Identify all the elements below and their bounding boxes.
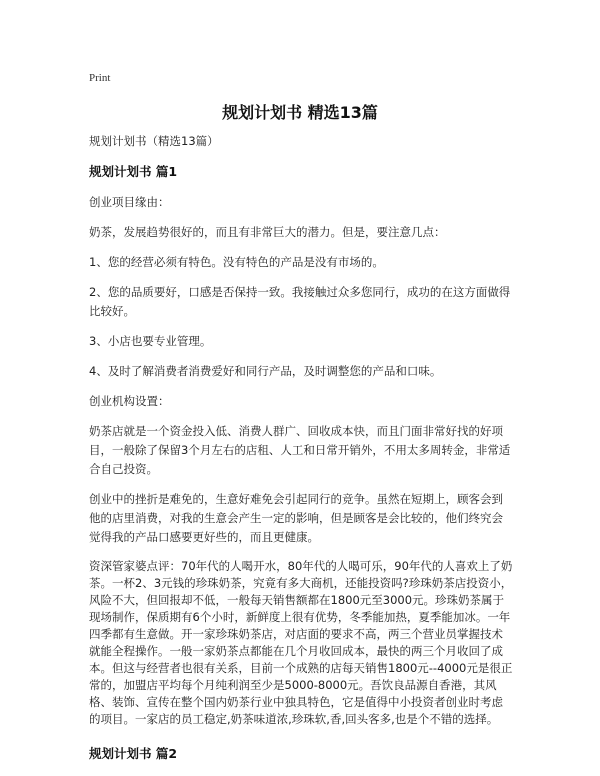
- document-subtitle: 规划计划书（精选13篇）: [89, 134, 219, 148]
- paragraph: 创业项目缘由：: [89, 195, 170, 209]
- paragraph: 1、您的经营必须有特色。没有特色的产品是没有市场的。: [89, 255, 384, 269]
- section-heading-1: 规划计划书 篇1: [89, 164, 178, 179]
- paragraph: 创业机构设置：: [89, 394, 170, 408]
- print-link[interactable]: Print: [89, 72, 111, 84]
- document-body: [89, 132, 513, 775]
- paragraph: 3、小店也要专业管理。: [89, 334, 212, 348]
- page-title: 规划计划书 精选13篇: [222, 103, 378, 122]
- paragraph: 2、您的品质要好，口感是否保持一致。我接触过众多您同行，成功的在这方面做得比较好。: [89, 285, 511, 318]
- paragraph: 资深管家婆点评：70年代的人喝开水，80年代的人喝可乐，90年代的人喜欢上了奶茶。一杯2、3元钱的珍珠奶茶，究竟有多大商机，还能投资吗?珍珠奶茶店投资小，风险不大，但回报却不低，一般每天销售额都在1800元至3000元。珍珠奶茶属于现场制作，保质期有6个小时，新鲜度上很有优势，冬季能加热，夏季能加冰。一年四季都有生意做。开一家珍珠奶茶店，对店面的要求不高，两三个营业员掌握技术就能全程操作。一般一家奶茶点都能在几个月收回成本，最快的两三个月收回了成本。但这与经营者也很有关系，目前一个成熟的店每天销售1800元--4000元是很正常的，加盟店平均每个月纯利润至少是5000-8000元。吾饮良品源自香港，其风格、装饰、宣传在整个国内奶茶行业中独具特色，它是值得中小投资者创业时考虑的项目。一家店的员工稳定,奶茶味道浓,珍珠软,香,回头客多,也是个不错的选择。: [89, 559, 513, 726]
- section-heading-2: 规划计划书 篇2: [89, 746, 178, 761]
- paragraph: 创业中的挫折是难免的，生意好难免会引起同行的竞争。虽然在短期上，顾客会到他的店里消费，对我的生意会产生一定的影响，但是顾客是会比较的，他们终究会觉得我的产品口感要更好些的，而且更健康。: [89, 492, 503, 544]
- paragraph: 奶茶店就是一个资金投入低、消费人群广、回收成本快，而且门面非常好找的好项目，一般除了保留3个月左右的店租、人工和日常开销外，不用太多周转金，非常适合自己投资。: [89, 424, 511, 476]
- paragraph: 奶茶，发展趋势很好的，而且有非常巨大的潜力。但是，要注意几点：: [89, 225, 446, 239]
- paragraph: 4、及时了解消费者消费爱好和同行产品，及时调整您的产品和口味。: [89, 364, 442, 378]
